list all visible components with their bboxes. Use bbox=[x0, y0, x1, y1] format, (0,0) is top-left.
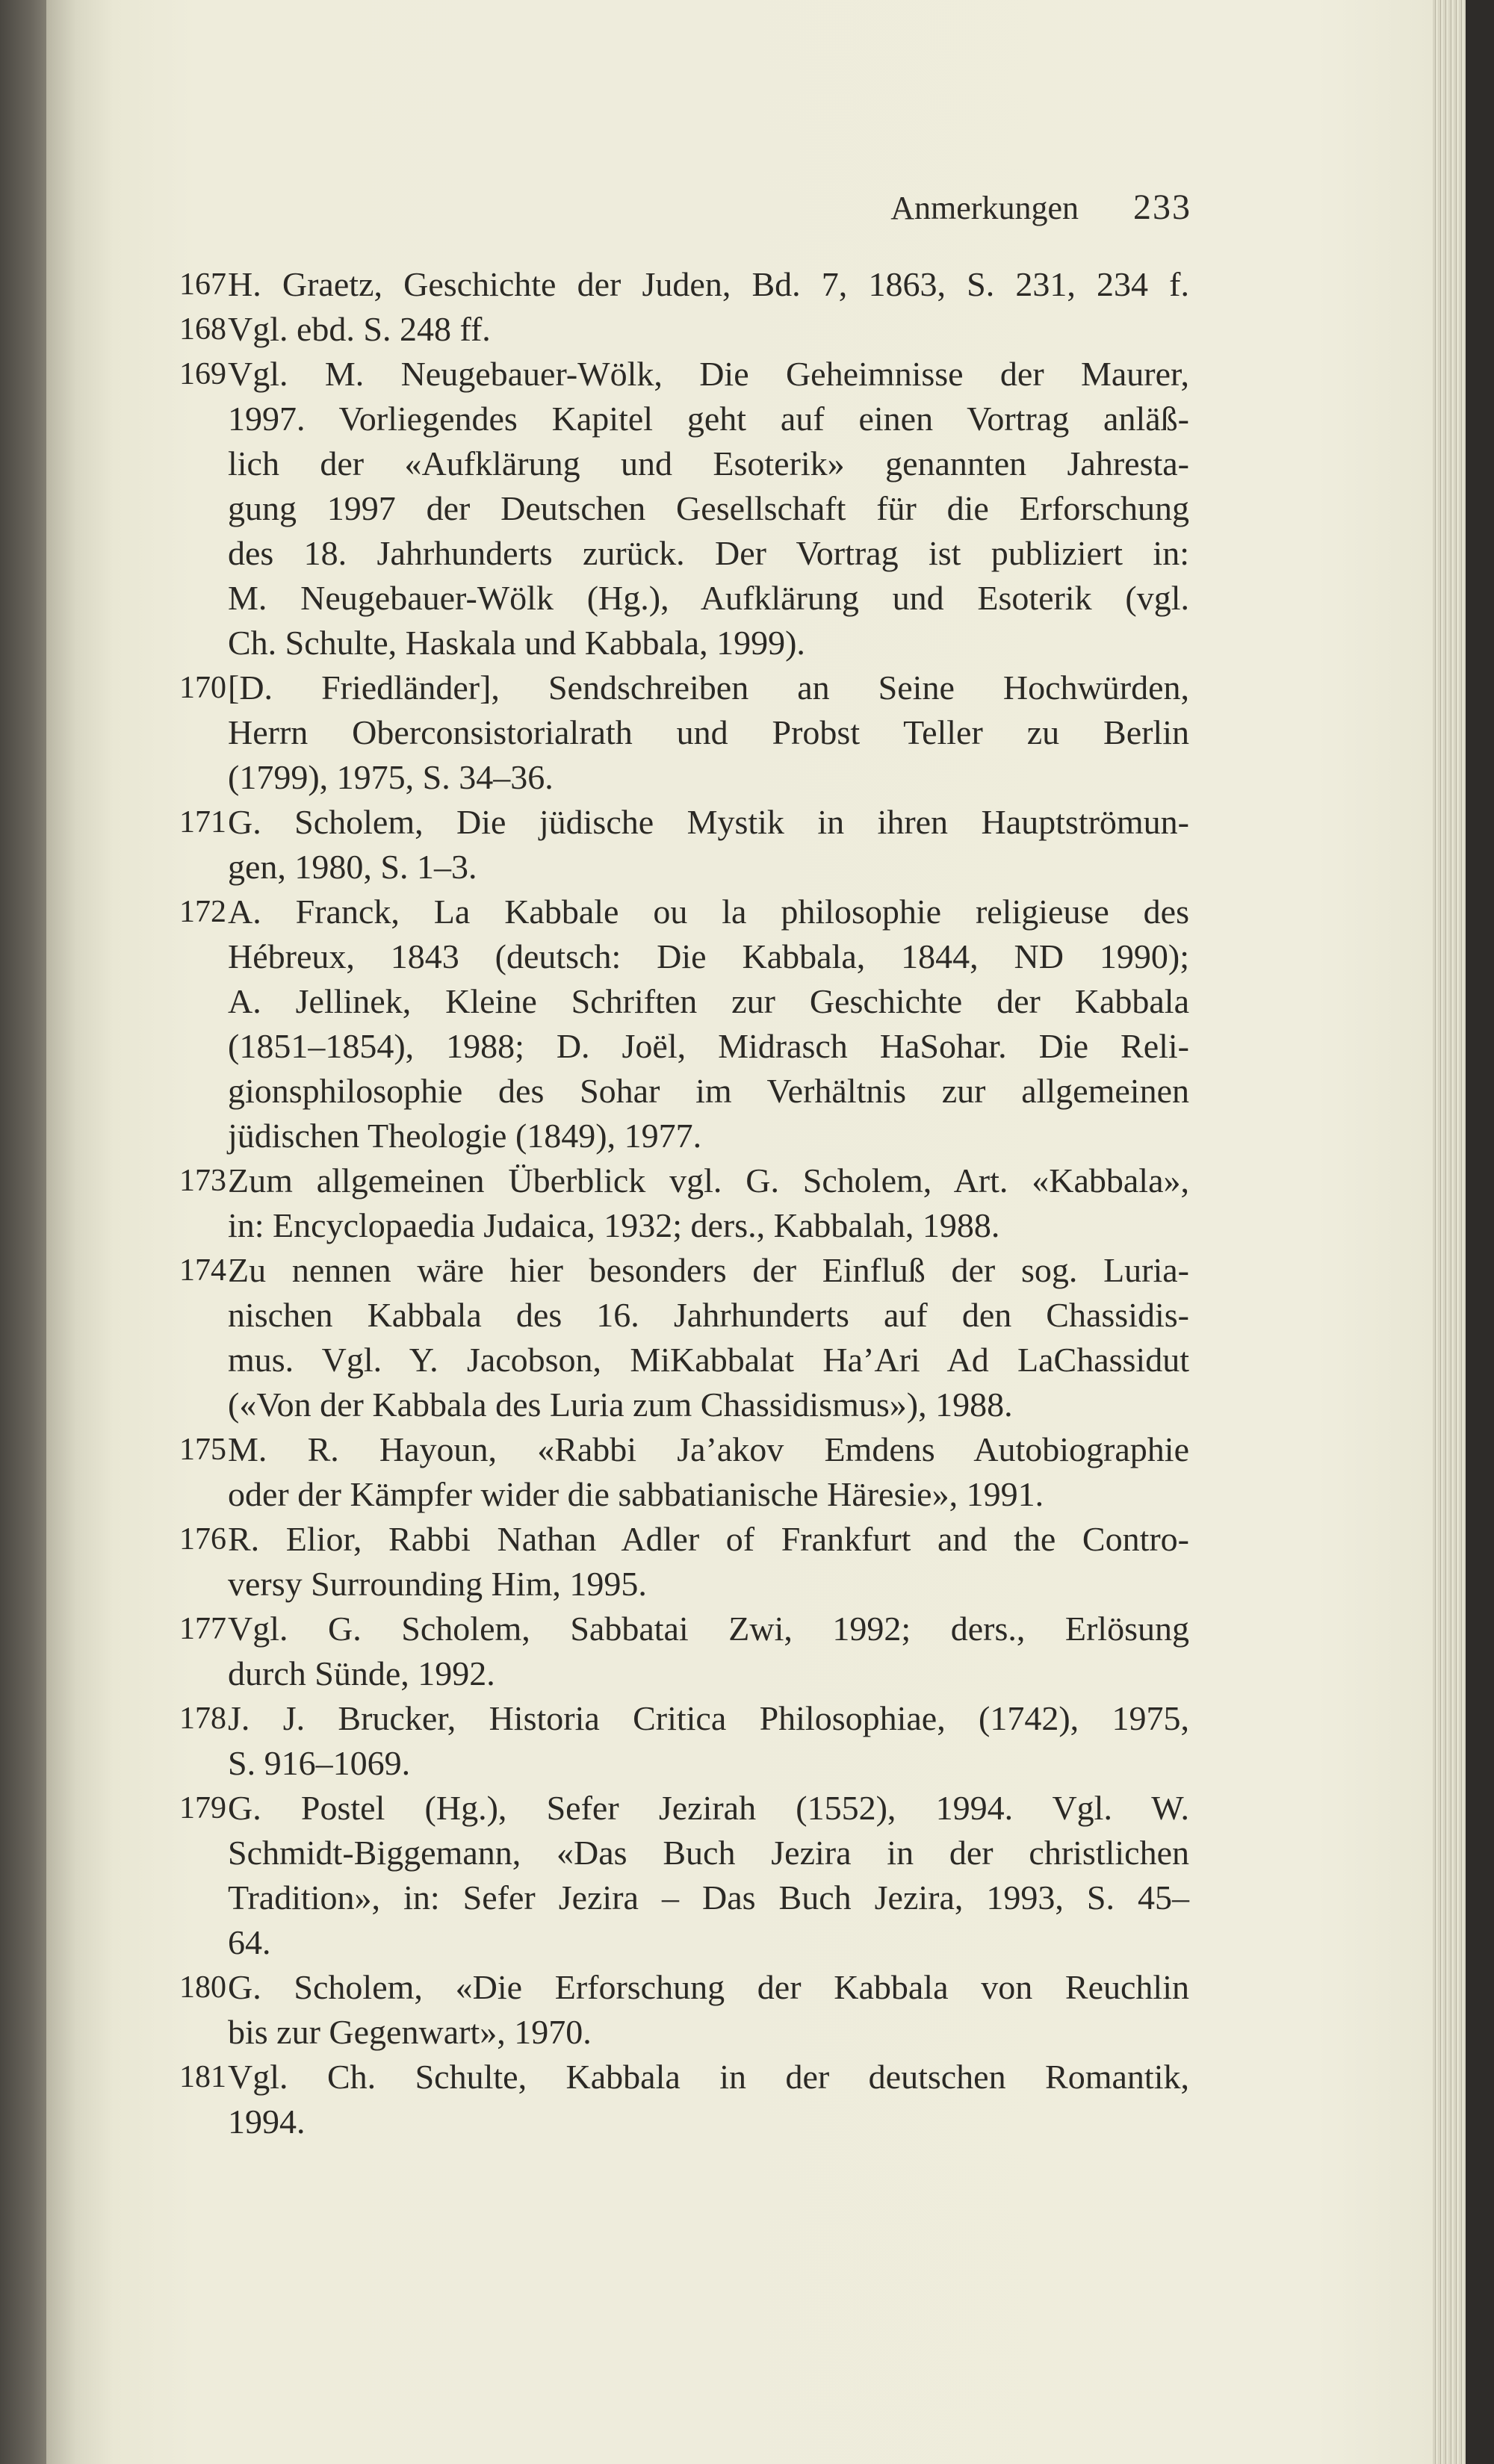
endnote-line: Tradition», in: Sefer Jezira – Das Buch Jezira, 1993, S. 45– bbox=[228, 1878, 1189, 1917]
endnote-line: A. Franck, La Kabbale ou la philosophie religieuse des bbox=[228, 893, 1189, 931]
endnote bbox=[179, 890, 1189, 1158]
endnote-line: (1799), 1975, S. 34–36. bbox=[228, 758, 554, 796]
endnote-number: 167 bbox=[179, 267, 226, 302]
endnote-line: Hébreux, 1843 (deutsch: Die Kabbala, 1844, ND 1990); bbox=[228, 937, 1189, 975]
endnote-line: Zum allgemeinen Überblick vgl. G. Scholem, Art. «Kabbala», bbox=[228, 1161, 1189, 1200]
endnote-line: [D. Friedländer], Sendschreiben an Seine Hochwürden, bbox=[228, 668, 1189, 707]
endnote-line: 64. bbox=[228, 1923, 271, 1961]
endnote-number: 175 bbox=[179, 1433, 226, 1467]
running-head bbox=[890, 187, 1191, 228]
endnote-line: durch Sünde, 1992. bbox=[228, 1654, 495, 1692]
endnote-line: gung 1997 der Deutschen Gesellschaft für die Erforschung bbox=[228, 489, 1189, 527]
endnote-line: M. R. Hayoun, «Rabbi Ja’akov Emdens Autobiographie bbox=[228, 1430, 1189, 1468]
endnote-line: A. Jellinek, Kleine Schriften zur Geschichte der Kabbala bbox=[228, 982, 1189, 1020]
endnote bbox=[179, 1965, 1189, 2055]
endnote-line: in: Encyclopaedia Judaica, 1932; ders., Kabbalah, 1988. bbox=[228, 1206, 1000, 1244]
endnote-line: Zu nennen wäre hier besonders der Einfluß der sog. Luria- bbox=[228, 1251, 1189, 1289]
endnote-line: («Von der Kabbala des Luria zum Chassidismus»), 1988. bbox=[228, 1385, 1013, 1424]
endnote-line: Ch. Schulte, Haskala und Kabbala, 1999). bbox=[228, 624, 805, 662]
endnote-line: Herrn Oberconsistorialrath und Probst Teller zu Berlin bbox=[228, 713, 1189, 751]
endnote-line: 1997. Vorliegendes Kapitel geht auf einen Vortrag anläß- bbox=[228, 400, 1189, 438]
endnote bbox=[179, 1158, 1189, 1248]
endnote-line: Vgl. M. Neugebauer-Wölk, Die Geheimnisse der Maurer, bbox=[228, 355, 1189, 393]
endnote-line: S. 916–1069. bbox=[228, 1744, 411, 1782]
endnote-line: nischen Kabbala des 16. Jahrhunderts auf den Chassidis- bbox=[228, 1296, 1189, 1334]
endnote-number: 172 bbox=[179, 895, 226, 929]
endnote-line: R. Elior, Rabbi Nathan Adler of Frankfurt and the Contro- bbox=[228, 1520, 1189, 1558]
endnote bbox=[179, 1427, 1189, 1517]
endnote bbox=[179, 1607, 1189, 1696]
endnote-line: G. Scholem, Die jüdische Mystik in ihren Hauptströmun- bbox=[228, 803, 1189, 841]
endnote-number: 181 bbox=[179, 2060, 226, 2094]
endnote-number: 169 bbox=[179, 357, 226, 391]
endnote bbox=[179, 2055, 1189, 2144]
endnote-line: mus. Vgl. Y. Jacobson, MiKabbalat Ha’Ari Ad LaChassidut bbox=[228, 1341, 1189, 1379]
endnote-line: lich der «Aufklärung und Esoterik» genannten Jahresta- bbox=[228, 444, 1189, 482]
endnote-line: gionsphilosophie des Sohar im Verhältnis zur allgemeinen bbox=[228, 1072, 1189, 1110]
endnote-line: Vgl. G. Scholem, Sabbatai Zwi, 1992; ders., Erlösung bbox=[228, 1610, 1189, 1648]
endnote-number: 179 bbox=[179, 1791, 226, 1825]
endnote-line: des 18. Jahrhunderts zurück. Der Vortrag ist publiziert in: bbox=[228, 534, 1189, 572]
endnote-number: 177 bbox=[179, 1612, 226, 1646]
endnote-line: Vgl. ebd. S. 248 ff. bbox=[228, 310, 491, 348]
endnote-number: 176 bbox=[179, 1522, 226, 1557]
endnote-line: J. J. Brucker, Historia Critica Philosophiae, (1742), 1975, bbox=[228, 1699, 1189, 1737]
endnote-line: G. Scholem, «Die Erforschung der Kabbala von Reuchlin bbox=[228, 1968, 1189, 2006]
endnote-line: oder der Kämpfer wider die sabbatianische Häresie», 1991. bbox=[228, 1475, 1044, 1513]
endnote-line: jüdischen Theologie (1849), 1977. bbox=[228, 1117, 702, 1155]
endnote-number: 180 bbox=[179, 1970, 226, 2005]
previous-page-edge bbox=[0, 0, 52, 2464]
page-number: 233 bbox=[1133, 187, 1191, 227]
endnote bbox=[179, 1517, 1189, 1607]
endnote-line: M. Neugebauer-Wölk (Hg.), Aufklärung und Esoterik (vgl. bbox=[228, 579, 1189, 617]
endnote-number: 178 bbox=[179, 1701, 226, 1736]
endnote bbox=[179, 665, 1189, 800]
running-head-title: Anmerkungen bbox=[890, 190, 1079, 226]
endnote-line: H. Graetz, Geschichte der Juden, Bd. 7, 1863, S. 231, 234 f. bbox=[228, 265, 1189, 303]
endnote-line: Schmidt-Biggemann, «Das Buch Jezira in der christlichen bbox=[228, 1834, 1189, 1872]
endnote-number: 170 bbox=[179, 671, 226, 705]
endnote-number: 174 bbox=[179, 1253, 226, 1288]
endnote-line: G. Postel (Hg.), Sefer Jezirah (1552), 1994. Vgl. W. bbox=[228, 1789, 1189, 1827]
endnote-line: gen, 1980, S. 1–3. bbox=[228, 848, 477, 886]
endnote-line: Vgl. Ch. Schulte, Kabbala in der deutschen Romantik, bbox=[228, 2058, 1189, 2096]
endnote-number: 168 bbox=[179, 312, 226, 347]
endnote-number: 171 bbox=[179, 805, 226, 840]
endnote bbox=[179, 800, 1189, 890]
endnote bbox=[179, 352, 1189, 665]
endnote bbox=[179, 262, 1189, 307]
endnotes-list bbox=[179, 262, 1189, 2144]
endnote-line: (1851–1854), 1988; D. Joël, Midrasch HaSohar. Die Reli- bbox=[228, 1027, 1189, 1065]
page-stack-edge bbox=[1433, 0, 1466, 2464]
endnote bbox=[179, 307, 1189, 352]
endnote-line: bis zur Gegenwart», 1970. bbox=[228, 2013, 592, 2051]
endnote bbox=[179, 1786, 1189, 1965]
endnote bbox=[179, 1248, 1189, 1427]
endnote bbox=[179, 1696, 1189, 1786]
endnote-line: versy Surrounding Him, 1995. bbox=[228, 1565, 647, 1603]
endnote-line: 1994. bbox=[228, 2103, 306, 2141]
endnote-number: 173 bbox=[179, 1164, 226, 1198]
